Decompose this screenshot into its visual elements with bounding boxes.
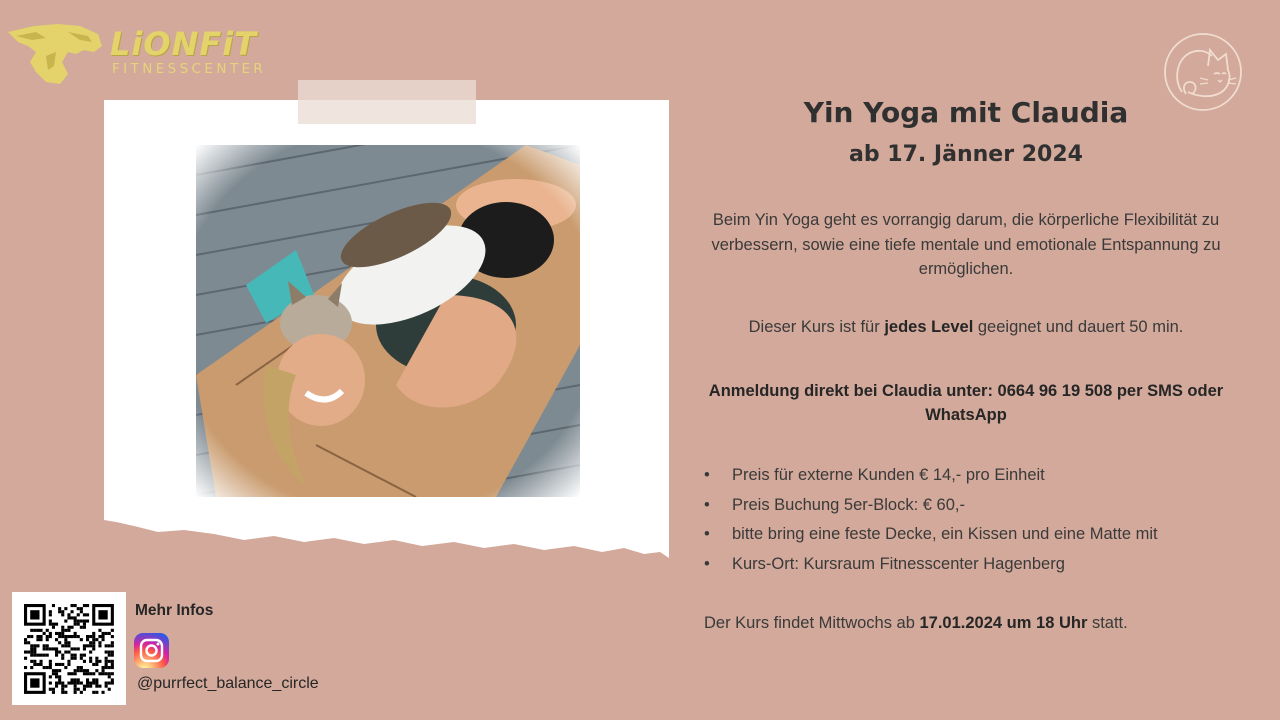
course-description: Beim Yin Yoga geht es vorrangig darum, die körperliche Flexibilität zu verbessern, sowie eine tiefe mentale und emotionale Entspannung zu ermöglichen. (711, 211, 1221, 278)
course-title: Yin Yoga mit Claudia (803, 96, 1129, 129)
level-highlight: jedes Level (884, 318, 974, 336)
schedule-mid: um (1002, 614, 1037, 632)
list-item-text: Kurs-Ort: Kursraum Fitnesscenter Hagenberg (732, 555, 1065, 574)
more-info-label: Mehr Infos (135, 602, 214, 619)
schedule-time: 18 Uhr (1036, 614, 1088, 632)
tape-strip (298, 80, 476, 124)
list-item (704, 522, 1158, 552)
bullet-icon: • (704, 466, 710, 484)
brand-name: LiONFiT (110, 25, 257, 63)
instagram-icon[interactable] (134, 633, 169, 668)
list-item (704, 463, 1158, 493)
list-item-text: Preis Buchung 5er-Block: € 60,- (732, 495, 965, 514)
level-prefix: Dieser Kurs ist für (748, 318, 885, 336)
qr-code-icon (12, 592, 126, 705)
bullet-icon: • (704, 495, 710, 514)
schedule-date: 17.01.2024 (919, 614, 1003, 632)
course-level (690, 318, 1242, 337)
bullet-icon: • (704, 525, 710, 544)
list-item-text: bitte bring eine feste Decke, ein Kissen und eine Matte mit (732, 525, 1158, 544)
course-start-date: ab 17. Jänner 2024 (849, 142, 1083, 167)
schedule-info (704, 614, 1128, 633)
yoga-cat-photo (196, 145, 580, 497)
bullet-icon: • (704, 555, 710, 574)
level-suffix: geeignet und dauert 50 min. (973, 318, 1184, 336)
lion-head-icon (6, 22, 104, 86)
schedule-prefix: Der Kurs findet Mittwochs ab (704, 614, 920, 632)
signup-info: Anmeldung direkt bei Claudia unter: 0664 96 19 508 per SMS oder WhatsApp (708, 382, 1224, 424)
instagram-handle[interactable]: @purrfect_balance_circle (137, 675, 319, 692)
qr-code[interactable] (12, 592, 126, 705)
schedule-suffix: statt. (1087, 614, 1128, 632)
list-item-text: Preis für externe Kunden € 14,- pro Einheit (732, 466, 1045, 484)
list-item (704, 493, 1158, 523)
brand-subtitle: FITNESSCENTER (112, 61, 267, 77)
info-list (704, 463, 1158, 582)
instagram-glyph (134, 633, 169, 668)
lionfit-logo (6, 20, 306, 90)
list-item (704, 552, 1158, 582)
